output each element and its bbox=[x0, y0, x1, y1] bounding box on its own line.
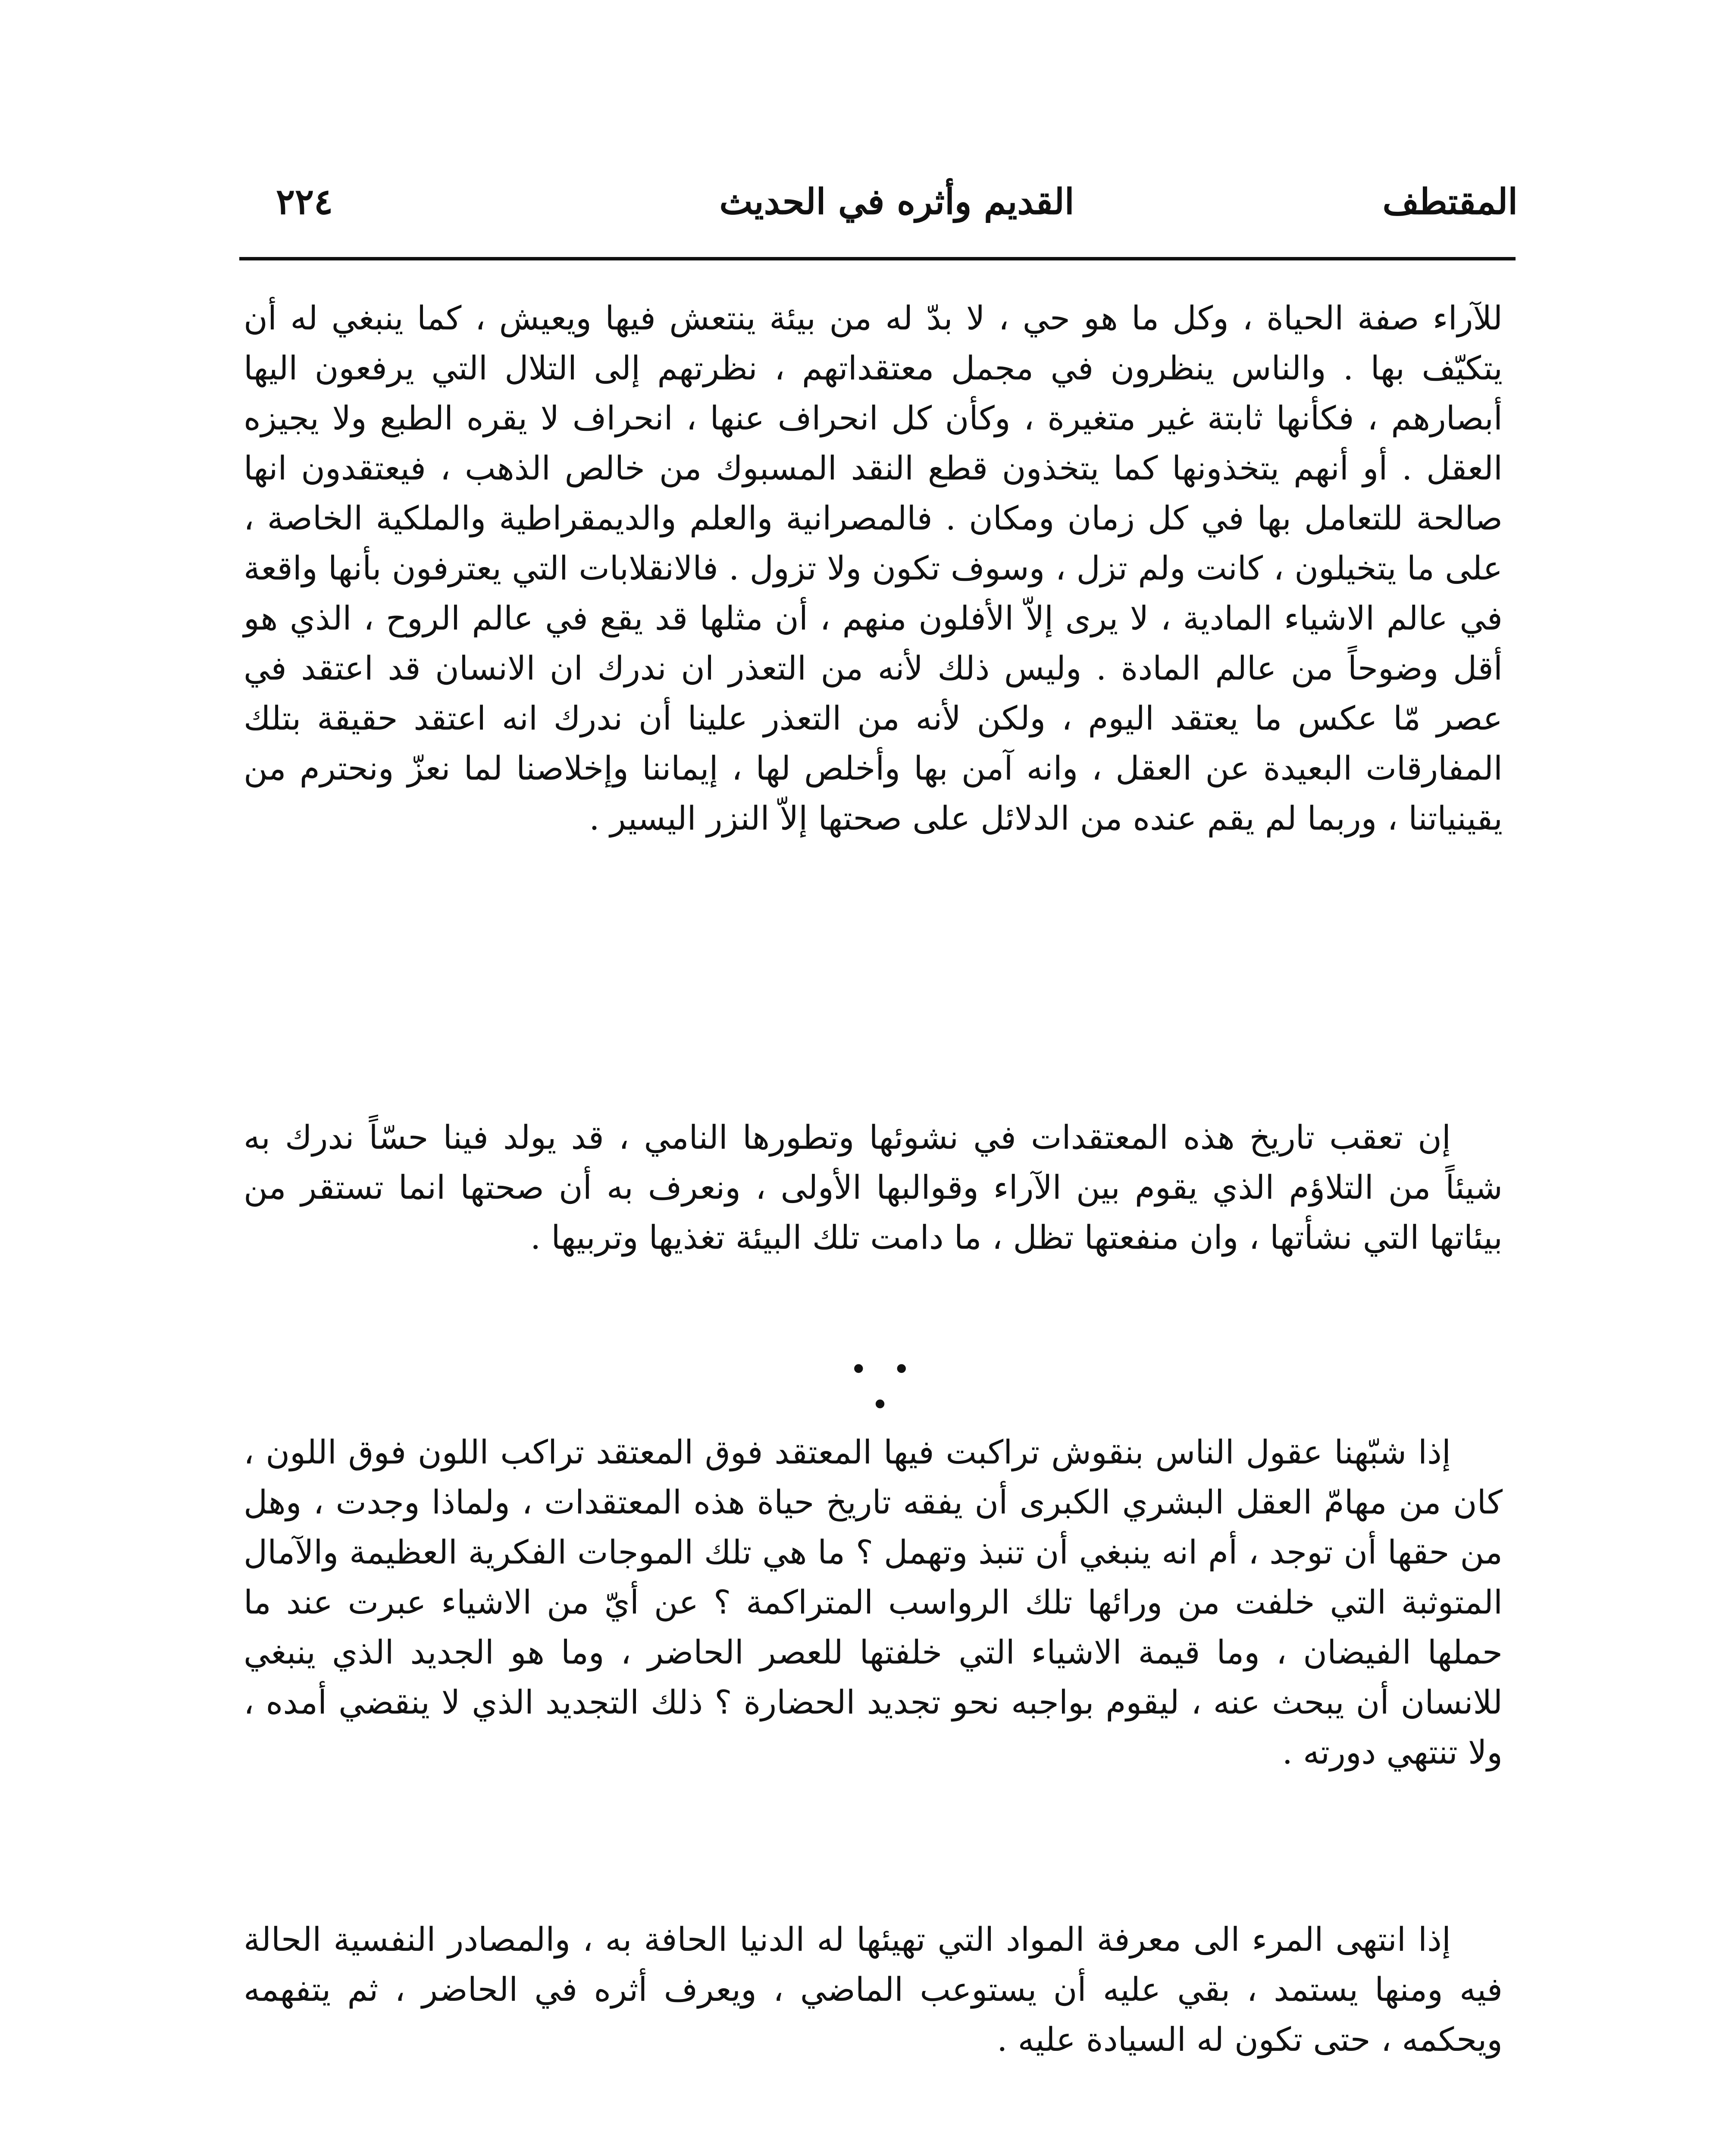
article-title: القديم وأثره في الحديث bbox=[719, 181, 1074, 222]
page-number: ٢٢٤ bbox=[276, 181, 333, 222]
running-head bbox=[276, 172, 1518, 237]
paragraph-text: إن تعقب تاريخ هذه المعتقدات في نشوئها وتطورها النامي ، قد يولد فينا حسّاً ندرك به شيئاً من التلاؤم الذي يقوم بين الآراء وقوالبها الأولى ، ونعرف به أن صحتها انما تستقر من بيئاتها التي نشأتها ، وان منفعتها تظل ، ما دامت تلك البيئة تغذيها وتربيها . bbox=[244, 1118, 1503, 1257]
body-paragraph-3 bbox=[244, 1427, 1503, 1777]
paragraph-text: إذا انتهى المرء الى معرفة المواد التي تهيئها له الدنيا الحافة به ، والمصادر النفسية الحالة فيه ومنها يستمد ، بقي عليه أن يستوعب الماضي ، ويعرف أثره في الحاضر ، ثم يتفهمه ويحكمه ، حتى تكون له السيادة عليه . bbox=[244, 1920, 1503, 2059]
body-paragraph-2 bbox=[244, 1112, 1503, 1263]
section-separator: • • • bbox=[849, 1352, 918, 1423]
journal-name: المقتطف bbox=[1382, 181, 1518, 222]
body-paragraph-1 bbox=[244, 293, 1503, 843]
body-paragraph-4 bbox=[244, 1915, 1503, 2065]
paragraph-text: للآراء صفة الحياة ، وكل ما هو حي ، لا بدّ له من بيئة ينتعش فيها ويعيش ، كما ينبغي له أن يتكيّف بها . والناس ينظرون في مجمل معتقداتهم ، نظرتهم إلى التلال التي يرفعون اليها أبصارهم ، فكأنها ثابتة غير متغيرة ، وكأن كل انحراف عنها ، انحراف لا يقره الطبع ولا يجيزه العقل . أو أنهم يتخذونها كما يتخذون قطع النقد المسبوك من خالص الذهب ، فيعتقدون انها صالحة للتعامل بها في كل زمان ومكان . فالمصرانية والعلم والديمقراطية والملكية الخاصة ، على ما يتخيلون ، كانت ولم تزل ، وسوف تكون ولا تزول . فالانقلابات التي يعترفون بأنها واقعة في عالم الاشياء المادية ، لا يرى إلاّ الأفلون منهم ، أن مثلها قد يقع في عالم الروح ، الذي هو أقل وضوحاً من عالم المادة . وليس ذلك لأنه من التعذر ان ندرك ان الانسان قد اعتقد في عصر مّا عكس ما يعتقد اليوم ، ولكن لأنه من التعذر علينا أن ندرك انه اعتقد حقيقة بتلك المفارقات البعيدة عن العقل ، وانه آمن بها وأخلص لها ، إيماننا وإخلاصنا لما نعزّ ونحترم من يقينياتنا ، وربما لم يقم عنده من الدلائل على صحتها إلاّ النزر اليسير . bbox=[244, 299, 1503, 837]
paragraph-text: إذا شبّهنا عقول الناس بنقوش تراكبت فيها المعتقد فوق المعتقد تراكب اللون فوق اللون ، كان من مهامّ العقل البشري الكبرى أن يفقه تاريخ حياة هذه المعتقدات ، ولماذا وجدت ، وهل من حقها أن توجد ، أم انه ينبغي أن تنبذ وتهمل ؟ ما هي تلك الموجات الفكرية العظيمة والآمال المتوثبة التي خلفت من ورائها تلك الرواسب المتراكمة ؟ عن أيّ من الاشياء عبرت عند ما حملها الفيضان ، وما قيمة الاشياء التي خلفتها للعصر الحاضر ، وما هو الجديد الذي ينبغي للانسان أن يبحث عنه ، ليقوم بواجبه نحو تجديد الحضارة ؟ ذلك التجديد الذي لا ينقضي أمده ، ولا تنتهي دورته . bbox=[244, 1433, 1503, 1771]
header-rule bbox=[239, 257, 1516, 260]
